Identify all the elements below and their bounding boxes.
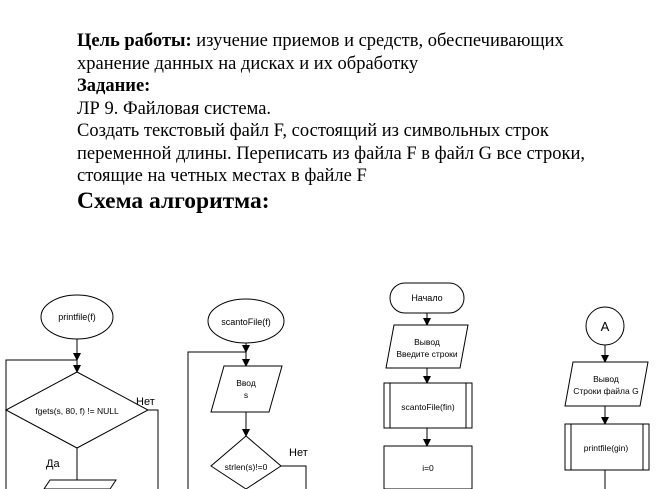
scantofile-input-parallelogram [211,366,282,412]
printfile-condition-label: fgets(s, 80, f) != NULL [35,406,119,416]
lab-title: ЛР 9. Файловая система. [77,98,272,119]
main-output-label-line1: Вывод [414,337,440,347]
printfile-terminal-label: printfile(f) [58,312,96,322]
main-assign-label: i=0 [422,463,434,473]
main-call-label: scantoFile(fin) [401,402,455,412]
main-output-label-line2: Введите строки [396,349,458,359]
connector-output-label-line1: Вывод [593,374,619,384]
task-label: Задание: [77,76,151,96]
printfile-no-branch-line [148,410,158,489]
goal-label: Цель работы: [77,31,192,51]
task-line2: переменной длины. Переписать из файла F в файл G все строки, [77,143,585,164]
scantofile-input-label-line2: s [243,390,249,400]
algorithm-flowchart [0,268,666,489]
printfile-yes-label: Да [46,458,60,470]
scheme-heading: Схема алгоритма: [77,187,270,214]
scantofile-no-label: Нет [289,447,308,459]
connector-output-label-line2: Строки файла G [573,386,639,396]
main-start-label: Начало [411,293,443,303]
scantofile-condition-label: strlen(s)!=0 [224,462,268,472]
printfile-no-label: Нет [136,396,155,408]
connector-call-label: printfile(gin) [583,443,629,453]
scantofile-input-label-line1: Ввод [236,378,256,388]
task-line3: стоящие на четных местах в файле F [77,166,367,186]
printfile-next-block [44,480,116,489]
goal-paragraph [77,30,647,53]
scantofile-terminal-label: scantoFile(f) [221,317,271,327]
connector-output-parallelogram [565,362,648,406]
connector-a-label: А [600,319,610,334]
goal-text-line2: хранение данных на дисках и их обработку [77,53,419,74]
scantofile-no-branch-line [281,466,306,489]
task-line1: Создать текстовый файл F, состоящий из символьных строк [77,121,549,141]
goal-text-line1: изучение приемов и средств, обеспечивающих [191,31,564,51]
document-text [77,30,647,215]
